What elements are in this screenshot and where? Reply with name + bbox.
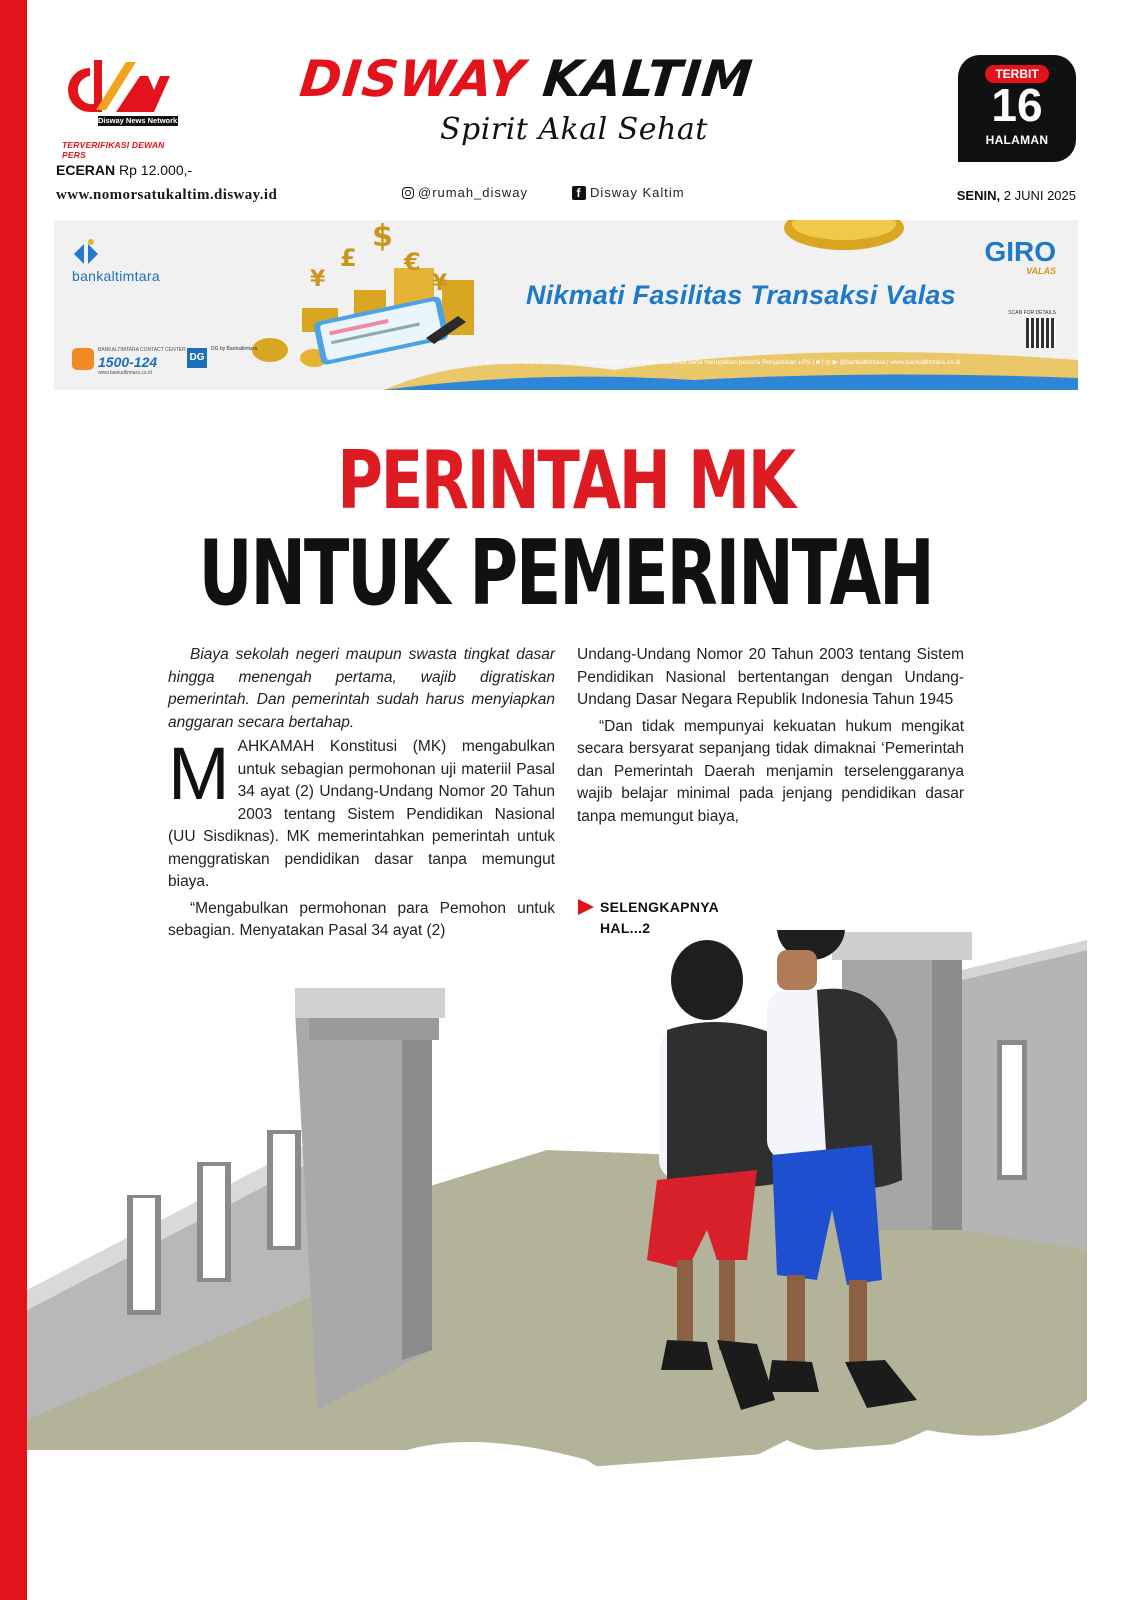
paragraph-1-text: Konstitusi (MK) mengabulkan untuk sebagian permohonan uji materiil Pasal 34 ayat (2) Undang-Undang Nomor 20 Tahun 2003 tentang Sistem Pendidikan Nasional (UU Sisdiknas). MK memerintahkan pemerintah untuk menggratiskan pendidikan dasar tanpa memungut biaya. bbox=[168, 738, 555, 890]
date-rest: 2 JUNI 2025 bbox=[1003, 188, 1076, 203]
bank-advertisement[interactable] bbox=[54, 220, 1078, 390]
phone-icon bbox=[72, 348, 94, 370]
qr-code-icon[interactable] bbox=[1026, 318, 1056, 348]
article-paragraph-1 bbox=[168, 732, 555, 894]
bank-name: bankaltimtara bbox=[72, 268, 160, 284]
disway-logo bbox=[50, 50, 185, 160]
facebook-icon: f bbox=[572, 186, 586, 200]
badge-halaman: HALAMAN bbox=[985, 133, 1049, 147]
facebook-handle[interactable] bbox=[572, 185, 685, 200]
arrow-icon bbox=[578, 899, 594, 915]
svg-text:€: € bbox=[404, 248, 421, 276]
headline-line-1: PERINTAH MK bbox=[337, 434, 794, 527]
article-column-2 bbox=[577, 644, 964, 828]
students-walking-illustration bbox=[27, 930, 1131, 1600]
issue-date bbox=[957, 188, 1076, 203]
brand-kaltim: KALTIM bbox=[540, 50, 756, 108]
paragraph-1-caps: AHKAMAH bbox=[237, 738, 315, 755]
call-center-label: BANKALTIMTARA CONTACT CENTER bbox=[98, 347, 186, 353]
dg-app-icon: DG bbox=[187, 348, 207, 368]
svg-text:¥: ¥ bbox=[310, 267, 326, 292]
left-red-stripe bbox=[0, 0, 27, 1600]
headline-line-2: UNTUK PEMERINTAH bbox=[198, 521, 933, 626]
dg-app-label: DG by Bankaltimtara bbox=[211, 346, 258, 352]
qr-scan-label: SCAN FOR DETAILS bbox=[1008, 310, 1056, 316]
retail-price bbox=[56, 162, 192, 178]
instagram-icon bbox=[402, 187, 414, 199]
tagline: Spirit Akal Sehat bbox=[440, 112, 708, 147]
date-day: SENIN, bbox=[956, 188, 1001, 203]
article-paragraph-4: “Dan tidak mempunyai kekuatan hukum mengikat secara bersyarat sepanjang tidak dimaknai ‘Pemerintah dan Pemerintah Daerah menjamin terselenggaranya wajib belajar minimal pada jenjang pendidikan dasar tanpa memungut biaya, bbox=[577, 717, 964, 825]
article-column-1 bbox=[168, 644, 555, 943]
ad-headline: Nikmati Fasilitas Transaksi Valas bbox=[526, 280, 956, 310]
facebook-text: Disway Kaltim bbox=[590, 185, 685, 200]
svg-text:£: £ bbox=[340, 244, 357, 272]
ad-product-sub: VALAS bbox=[1026, 266, 1056, 276]
logo-verified-text: TERVERIFIKASI DEWAN PERS bbox=[62, 140, 165, 160]
ad-product: GIRO bbox=[984, 236, 1056, 267]
call-center-number[interactable]: 1500-124 bbox=[98, 354, 158, 370]
page-count-badge bbox=[958, 55, 1076, 162]
dnn-logo-icon bbox=[50, 50, 185, 140]
svg-text:$: $ bbox=[372, 220, 393, 254]
article-paragraph-2: “Mengabulkan permohonan para Pemohon untuk sebagian. Menyatakan Pasal 34 ayat (2) bbox=[168, 899, 555, 939]
instagram-text: @rumah_disway bbox=[418, 185, 529, 200]
badge-terbit: TERBIT bbox=[985, 65, 1049, 83]
continued-line-2: HAL...2 bbox=[600, 920, 651, 936]
instagram-handle[interactable] bbox=[402, 185, 528, 200]
price-label: ECERAN bbox=[56, 162, 116, 178]
logo-network-text: Disway News Network bbox=[98, 116, 178, 125]
newspaper-brand bbox=[297, 50, 863, 110]
price-value: Rp 12.000,- bbox=[119, 162, 193, 178]
website-link[interactable]: www.nomorsatukaltim.disway.id bbox=[56, 187, 278, 203]
article-lead: Biaya sekolah negeri maupun swasta tingkat dasar hingga menengah pertama, wajib digratiskan pemerintah. Dan pemerintah sudah harus menyiapkan anggaran secara bertahap. bbox=[168, 646, 555, 731]
call-center-web: www.bankaltimtara.co.id bbox=[98, 370, 152, 376]
svg-text:¥: ¥ bbox=[432, 271, 448, 296]
continued-line-1: SELENGKAPNYA bbox=[600, 899, 719, 915]
article-paragraph-3: Undang-Undang Nomor 20 Tahun 2003 tentang Sistem Pendidikan Nasional bertentangan dengan Undang-Undang Dasar Negara Republik Indonesia Tahun 1945 bbox=[577, 646, 964, 708]
drop-cap: M bbox=[168, 732, 230, 815]
ad-footer-text: PT BPD Kaltim Kaltara Berizin dan Diawasi oleh OJK dan Bank Indonesia serta merupakan peserta Penjaminan LPS | ■ f ◎ ▶ @bankaltimtara | www.bankaltimtara.co.id bbox=[474, 359, 961, 366]
brand-disway: DISWAY bbox=[297, 50, 528, 108]
badge-number: 16 bbox=[991, 79, 1043, 131]
